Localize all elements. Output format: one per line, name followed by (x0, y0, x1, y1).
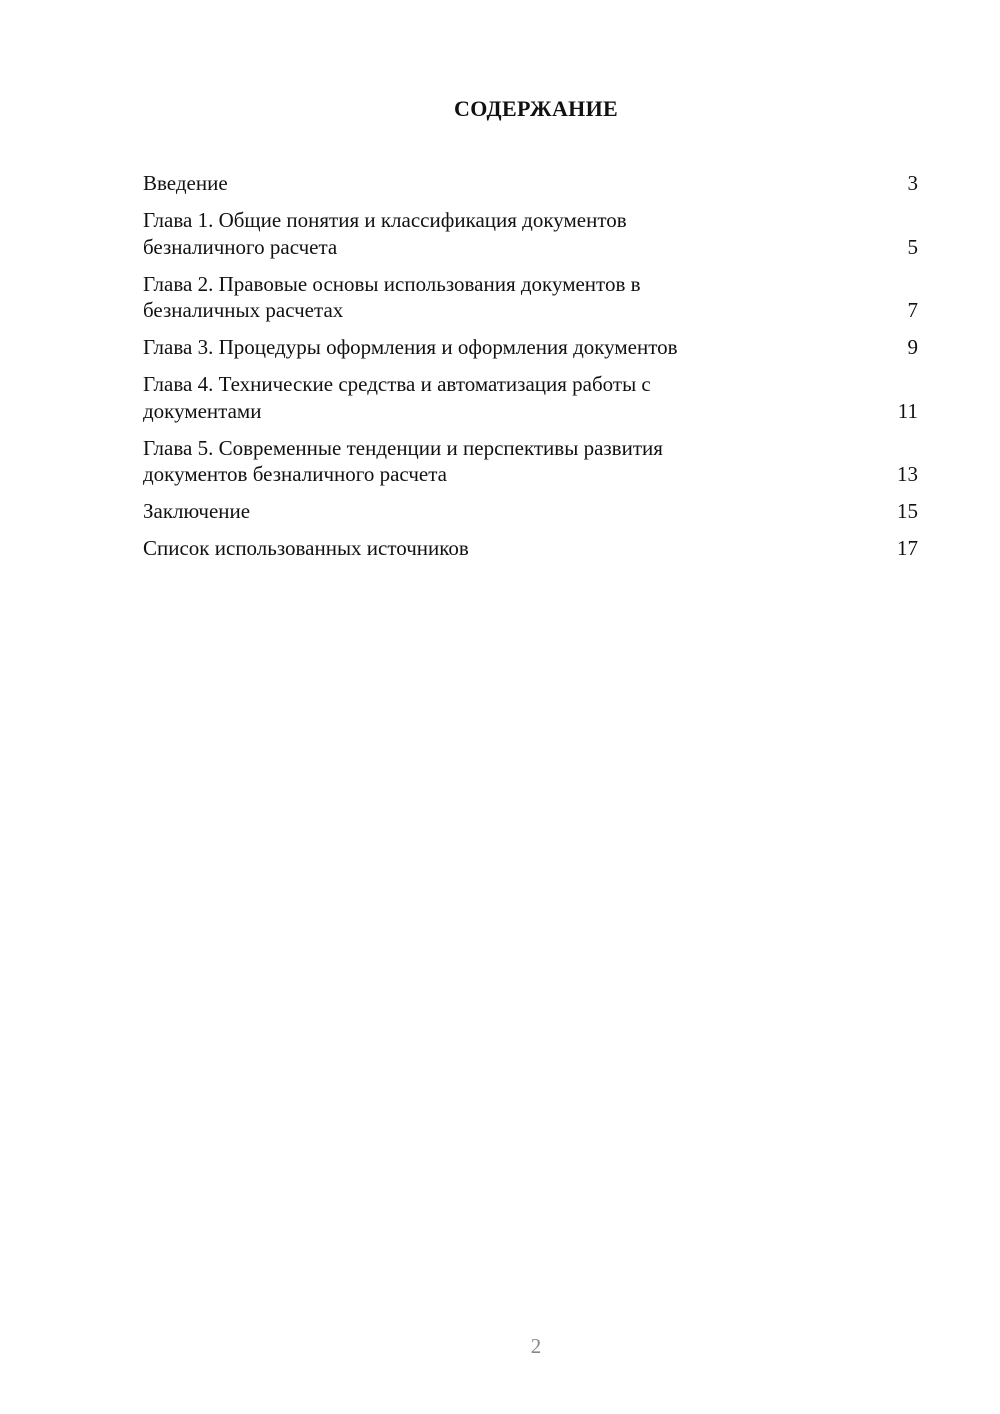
toc-entry-label (143, 498, 793, 525)
toc-entry-text: Глава 4. Технические средства и автоматизация работы с (143, 372, 651, 396)
toc-entry-label (143, 371, 793, 424)
toc-entry-text: Список использованных источников (143, 536, 469, 560)
toc-entry-label (143, 535, 793, 562)
toc-entry-page-number: 13 (897, 462, 918, 486)
toc-entry-text: Глава 1. Общие понятия и классификация документов (143, 208, 627, 232)
toc-entry-label (143, 170, 793, 197)
toc-entry-label (143, 207, 793, 260)
toc-entry-chapter-2 (143, 271, 918, 324)
toc-entry-chapter-4 (143, 371, 918, 424)
toc-entry-references (143, 535, 918, 562)
toc-entry-page-number: 17 (897, 536, 918, 560)
toc-entry-text: Введение (143, 171, 228, 195)
toc-entry-chapter-5 (143, 435, 918, 488)
toc-entry-introduction (143, 170, 918, 197)
toc-entry-text: Глава 2. Правовые основы использования документов в (143, 271, 641, 296)
toc-entry-page-number: 15 (897, 499, 918, 523)
toc-entry-label (143, 334, 793, 361)
toc-title: СОДЕРЖАНИЕ (454, 96, 618, 121)
toc-entry-page-number: 5 (907, 234, 918, 259)
toc-entry-text: Глава 5. Современные тенденции и перспективы развития (143, 435, 663, 460)
toc-entry-conclusion (143, 498, 918, 525)
toc-entry-text: безналичных расчетах (143, 298, 344, 322)
toc-entry-text: документов безналичного расчета (143, 462, 447, 486)
toc-entry-text: документами (143, 398, 262, 423)
toc-entry-text: безналичного расчета (143, 234, 338, 259)
table-of-contents (143, 170, 918, 572)
toc-entry-chapter-1 (143, 207, 918, 260)
page-number: 2 (530, 1334, 542, 1358)
toc-entry-text: Заключение (143, 499, 251, 523)
toc-entry-page-number: 7 (907, 298, 918, 322)
toc-entry-page-number: 3 (907, 171, 918, 195)
toc-entry-label (143, 435, 793, 488)
toc-entry-page-number: 9 (907, 335, 918, 359)
toc-entry-chapter-3 (143, 334, 918, 361)
toc-entry-label (143, 271, 793, 324)
toc-entry-text: Глава 3. Процедуры оформления и оформления документов (143, 335, 678, 359)
toc-entry-page-number: 11 (897, 398, 918, 423)
